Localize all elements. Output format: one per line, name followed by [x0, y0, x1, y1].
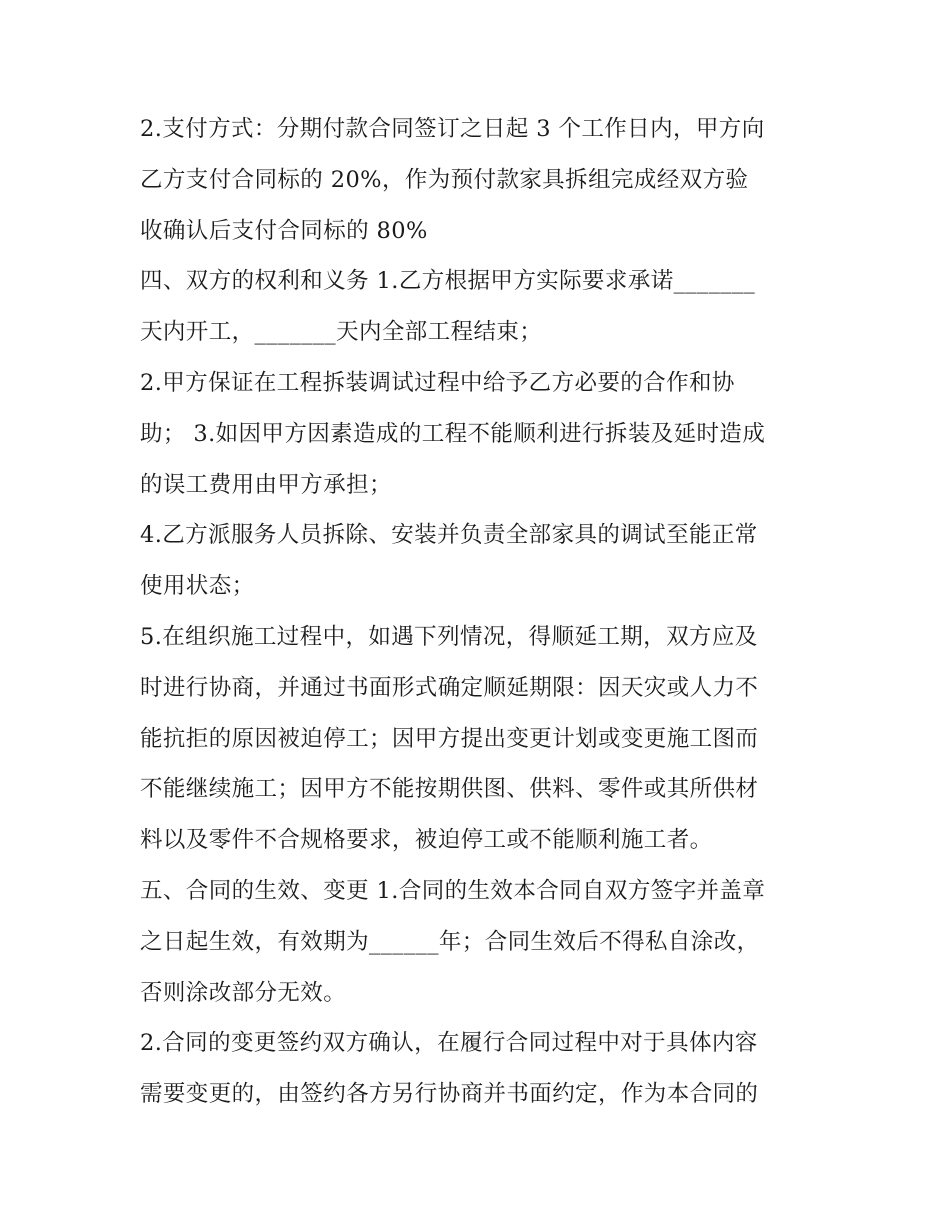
text-line-service-staff: 4.乙方派服务人员拆除、安装并负责全部家具的调试至能正常	[140, 522, 758, 549]
text-line-force-majeure: 能抗拒的原因被迫停工；因甲方提出变更计划或变更施工图而	[140, 725, 759, 752]
text-line-delay-cost-bearer: 的误工费用由甲方承担；	[140, 471, 392, 498]
text-line-party-a-cooperation: 2.甲方保证在工程拆装调试过程中给予乙方必要的合作和协	[140, 369, 735, 396]
text-line-validity-period: 之日起生效，有效期为______年；合同生效后不得私自涂改，	[140, 928, 760, 955]
text-line-material-supply: 不能继续施工；因甲方不能按期供图、供料、零件或其所供材	[140, 776, 759, 803]
contract-text	[140, 104, 820, 1120]
text-line-usable-state: 使用状态；	[140, 573, 255, 600]
text-line-delay-cost: 助； 3.如因甲方因素造成的工程不能顺利进行拆装及延时造成	[140, 420, 766, 447]
text-line-specification-issue: 料以及零件不合规格要求，被迫停工或不能顺利施工者。	[140, 827, 713, 854]
text-line-start-end-days: 天内开工，_______天内全部工程结束；	[140, 319, 543, 346]
text-line-extension-negotiation: 时进行协商，并通过书面形式确定顺延期限：因天灾或人力不	[140, 674, 759, 701]
text-line-extension-conditions: 5.在组织施工过程中，如遇下列情况，得顺延工期，双方应及	[140, 623, 758, 650]
text-line-final-payment: 收确认后支付合同标的 80%	[140, 217, 428, 244]
text-line-contract-change: 2.合同的变更签约双方确认，在履行合同过程中对于具体内容	[140, 1030, 758, 1057]
text-line-rights-obligations: 四、双方的权利和义务 1.乙方根据甲方实际要求承诺_______	[140, 268, 756, 295]
text-line-change-agreement: 需要变更的，由签约各方另行协商并书面约定，作为本合同的	[140, 1081, 759, 1108]
text-line-advance-payment: 乙方支付合同标的 20%，作为预付款家具拆组完成经双方验	[140, 166, 749, 193]
text-line-alteration-invalid: 否则涂改部分无效。	[140, 979, 347, 1006]
text-line-contract-effect: 五、合同的生效、变更 1.合同的生效本合同自双方签字并盖章	[140, 877, 766, 904]
text-line-payment-method: 2.支付方式：分期付款合同签订之日起 3 个工作日内，甲方向	[140, 116, 765, 142]
